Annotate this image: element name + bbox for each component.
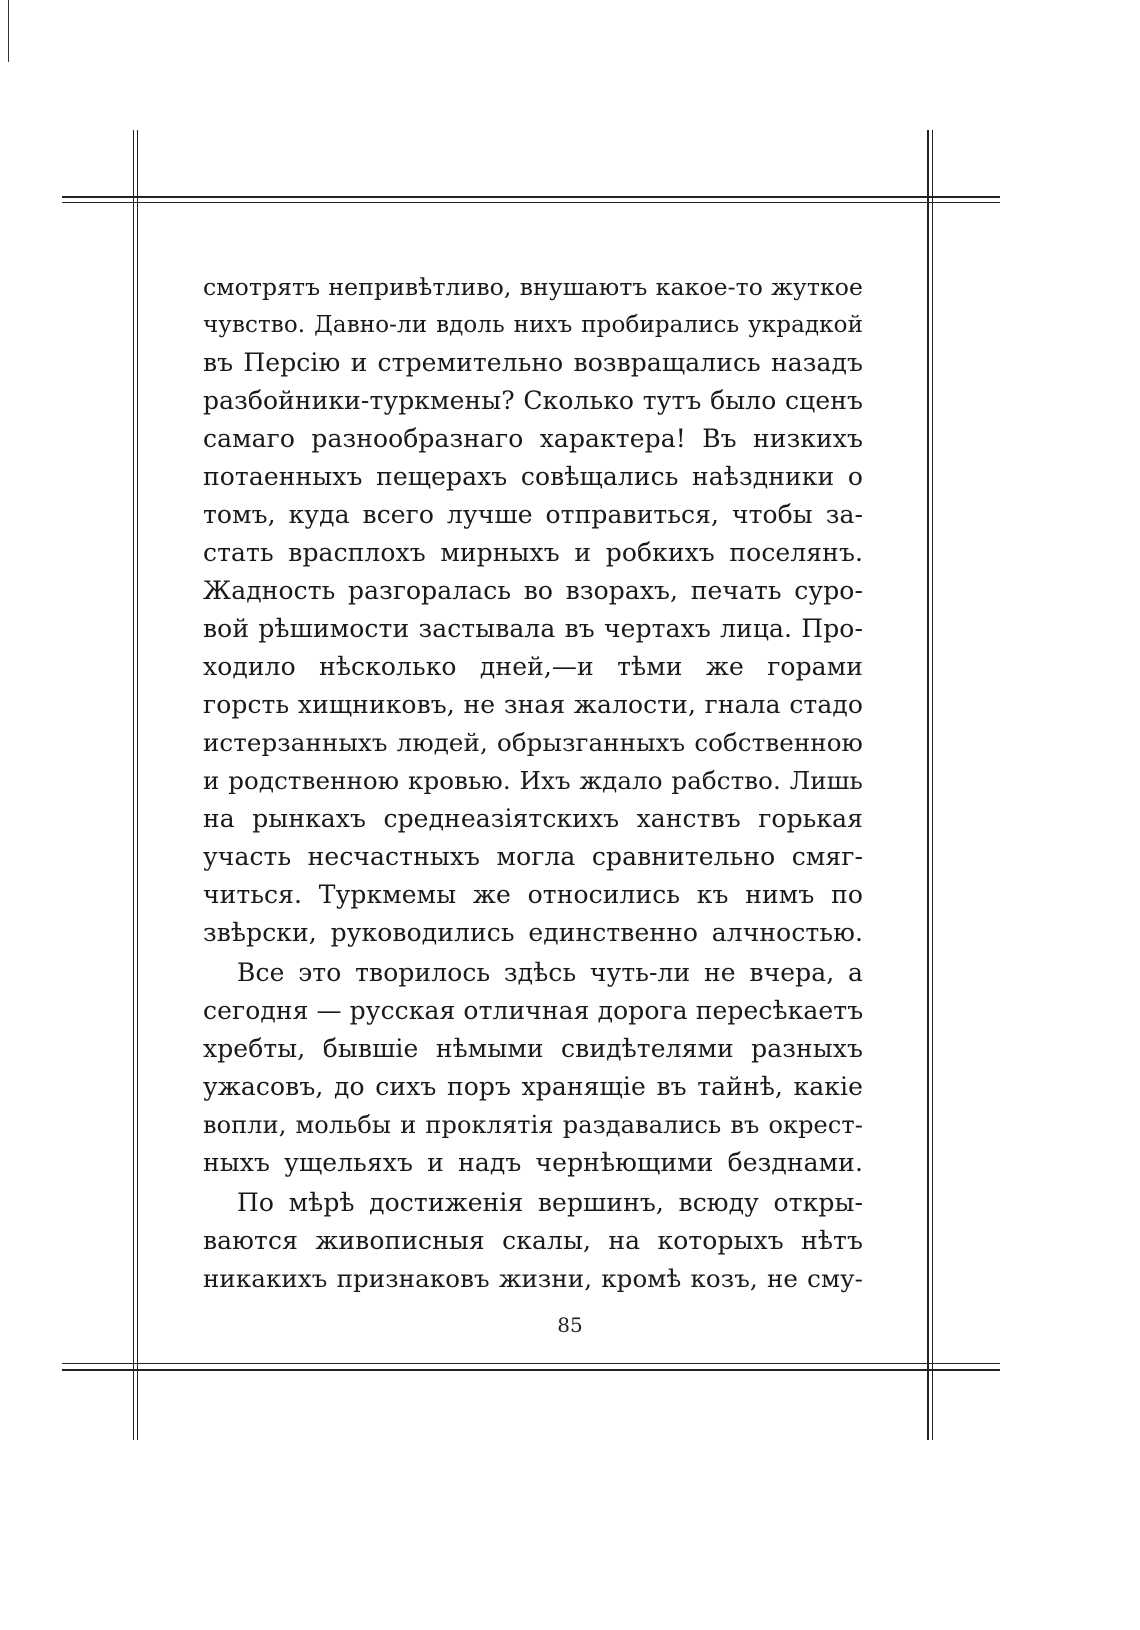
text-line: Жадность разгоралась во взорахъ, печать суро- bbox=[203, 576, 863, 605]
frame-bottom-rule-thin bbox=[62, 1363, 1000, 1364]
text-line: на рынкахъ среднеазіятскихъ ханствъ горькая bbox=[203, 804, 863, 833]
text-line: чувство. Давно-ли вдоль нихъ пробирались украдкой bbox=[203, 312, 863, 338]
frame-top-rule-thin bbox=[62, 202, 1000, 203]
text-line: потаенныхъ пещерахъ совѣщались наѣздники о bbox=[203, 462, 863, 491]
text-line: стать врасплохъ мирныхъ и робкихъ поселянъ. bbox=[203, 538, 863, 567]
frame-right-rule-thin bbox=[932, 130, 933, 1440]
text-line: читься. Туркмемы же относились къ нимъ по bbox=[203, 880, 863, 909]
text-line: самаго разнообразнаго характера! Въ низкихъ bbox=[203, 424, 863, 453]
text-line: ваются живописныя скалы, на которыхъ нѣтъ bbox=[203, 1226, 863, 1255]
text-line: въ Персію и стремительно возвращались назадъ bbox=[203, 348, 863, 377]
page-number: 85 bbox=[557, 1313, 583, 1337]
text-line: сегодня — русская отличная дорога пересѣкаетъ bbox=[203, 996, 864, 1025]
text-line: участь несчастныхъ могла сравнительно смяг- bbox=[203, 842, 863, 871]
text-line: вопли, мольбы и проклятія раздавались въ окрест- bbox=[203, 1111, 863, 1139]
text-line: истерзанныхъ людей, обрызганныхъ собственною bbox=[203, 728, 863, 757]
paragraph bbox=[203, 268, 863, 952]
text-line: Все это творилось здѣсь чуть-ли не вчера, а bbox=[237, 958, 863, 987]
text-line: разбойники-туркмены? Сколько тутъ было сценъ bbox=[203, 386, 863, 415]
scan-edge-mark bbox=[8, 0, 9, 62]
text-line: вой рѣшимости застывала въ чертахъ лица. Про- bbox=[203, 614, 863, 643]
text-line: хребты, бывшіе нѣмыми свидѣтелями разныхъ bbox=[203, 1034, 863, 1063]
frame-left-rule-thin bbox=[137, 130, 138, 1440]
paragraph bbox=[203, 954, 863, 1182]
text-line: и родственною кровью. Ихъ ждало рабство. Лишь bbox=[203, 766, 863, 795]
paragraph bbox=[203, 1184, 863, 1298]
frame-left-rule bbox=[133, 130, 134, 1440]
text-line: никакихъ признаковъ жизни, кромѣ козъ, не сму- bbox=[203, 1264, 863, 1293]
frame-bottom-rule bbox=[62, 1369, 1000, 1371]
frame-top-rule bbox=[62, 196, 1000, 198]
frame-right-rule bbox=[927, 130, 929, 1440]
text-line: ныхъ ущельяхъ и надъ чернѣющими безднами. bbox=[203, 1148, 863, 1177]
text-line: По мѣрѣ достиженія вершинъ, всюду откры- bbox=[237, 1188, 863, 1217]
body-text bbox=[203, 268, 863, 1298]
text-line: ужасовъ, до сихъ поръ хранящіе въ тайнѣ, какіе bbox=[203, 1072, 863, 1101]
text-line: смотрятъ непривѣтливо, внушаютъ какое-то жуткое bbox=[203, 273, 863, 301]
text-line: томъ, куда всего лучше отправиться, чтобы за- bbox=[203, 500, 863, 529]
text-line: звѣрски, руководились единственно алчностью. bbox=[203, 918, 863, 947]
text-line: ходило нѣсколько дней,—и тѣми же горами bbox=[203, 652, 863, 681]
text-line: горсть хищниковъ, не зная жалости, гнала стадо bbox=[203, 690, 863, 719]
